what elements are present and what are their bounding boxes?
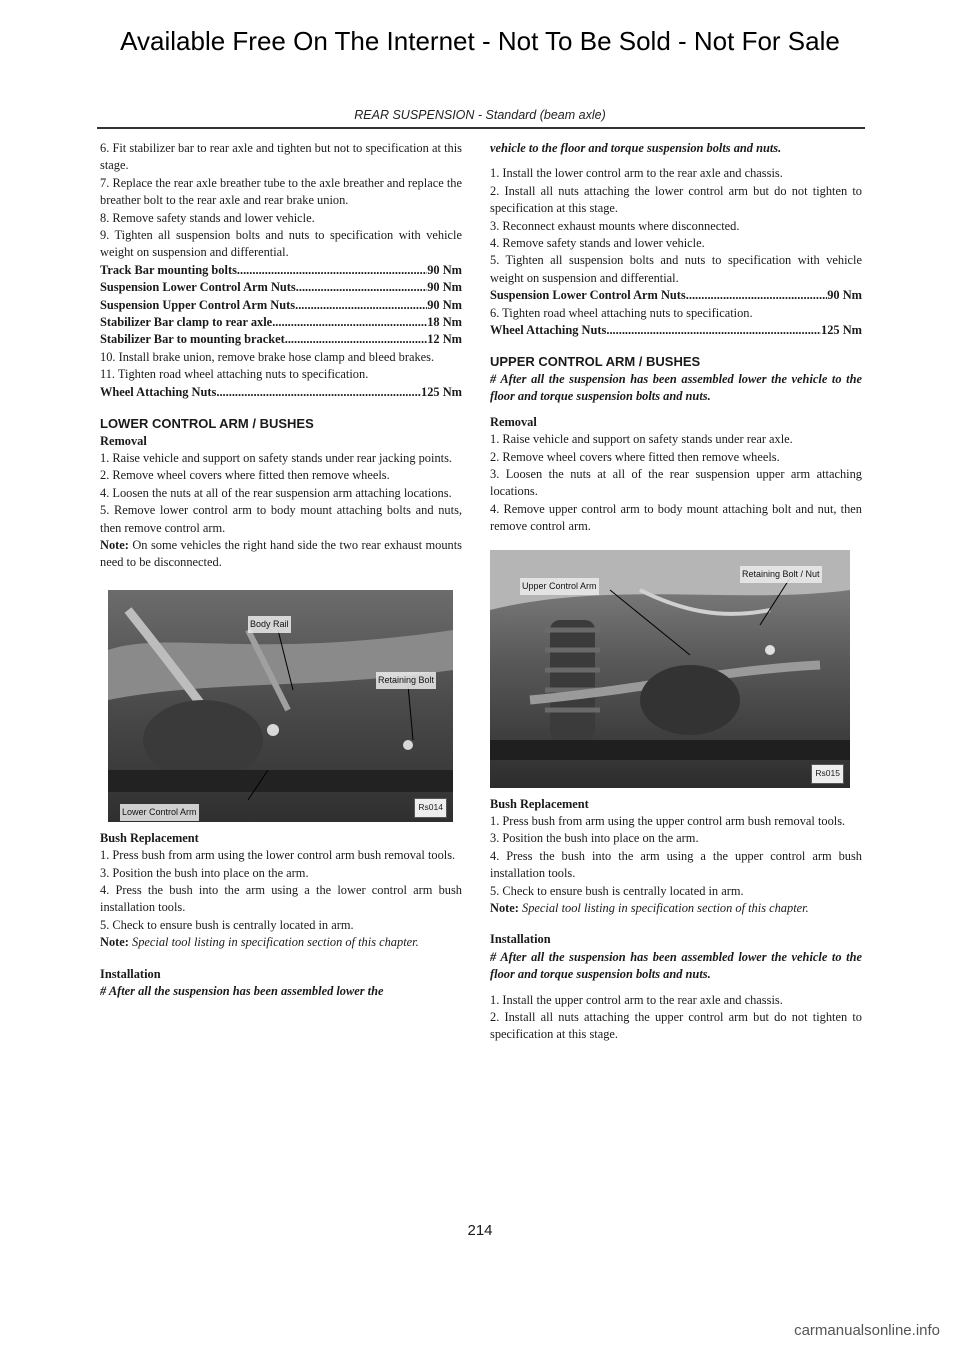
footer-watermark: carmanualsonline.info	[794, 1322, 940, 1339]
removal-step-3: 3. Loosen the nuts at all of the rear suspension upper arm attaching locations.	[490, 466, 862, 499]
removal-step-1: 1. Raise vehicle and support on safety stands under rear jacking points.	[100, 450, 453, 465]
removal-step-5: 5. Remove lower control arm to body mount attaching bolts and nuts, then remove control arm.	[100, 503, 462, 535]
right-column	[490, 140, 862, 1044]
spec-label: Stabilizer Bar clamp to rear axle	[100, 315, 273, 330]
install-step-6: 6. Tighten road wheel attaching nuts to specification.	[490, 305, 753, 320]
running-head: REAR SUSPENSION - Standard (beam axle)	[354, 108, 606, 122]
step-10: 10. Install brake union, remove brake hose clamp and bleed brakes.	[100, 349, 435, 364]
spec-value: 90 Nm	[427, 297, 462, 312]
removal-heading: Removal	[100, 433, 147, 448]
removal-step-4: 4. Loosen the nuts at all of the rear suspension arm attaching locations.	[100, 485, 452, 500]
final-step-1: 1. Install the upper control arm to the rear axle and chassis.	[490, 992, 783, 1007]
removal-heading: Removal	[490, 414, 537, 429]
spec-value: 18 Nm	[427, 315, 462, 330]
bush-step-3: 3. Position the bush into place on the arm.	[100, 865, 309, 880]
spec-label: Wheel Attaching Nuts	[490, 323, 607, 338]
spec-row	[490, 287, 862, 304]
spec-row	[100, 331, 462, 348]
step-7: 7. Replace the rear axle breather tube to the axle breather and replace the breather bolt to the rear axle and rear brake union.	[100, 175, 462, 208]
figure-lower-control-arm	[108, 590, 453, 822]
section-heading: UPPER CONTROL ARM / BUSHES	[490, 354, 701, 370]
bush-replacement-heading: Bush Replacement	[490, 796, 589, 811]
spec-value: 90 Nm	[427, 280, 462, 295]
label-retaining-bolt: Retaining Bolt	[376, 672, 436, 689]
spec-label: Suspension Lower Control Arm Nuts	[100, 280, 296, 295]
figure-ref: Rs015	[811, 764, 844, 783]
removal-step-2: 2. Remove wheel covers where fitted then remove wheels.	[490, 449, 780, 464]
section-note: # After all the suspension has been assembled lower the vehicle to the floor and torque suspension bolts and nuts.	[490, 371, 862, 404]
section-heading: LOWER CONTROL ARM / BUSHES	[100, 416, 314, 432]
spec-row	[100, 297, 462, 314]
label-lower-control-arm: Lower Control Arm	[120, 804, 199, 821]
spec-label: Suspension Upper Control Arm Nuts	[100, 297, 296, 312]
spec-label: Stabilizer Bar to mounting bracket	[100, 332, 285, 347]
bush-step-1: 1. Press bush from arm using the upper control arm bush removal tools.	[490, 813, 846, 828]
note-label: Note:	[100, 537, 129, 552]
removal-step-1: 1. Raise vehicle and support on safety stands under rear axle.	[490, 432, 793, 447]
label-upper-control-arm: Upper Control Arm	[520, 578, 599, 595]
step-8: 8. Remove safety stands and lower vehicle.	[100, 210, 315, 225]
step-11: 11. Tighten road wheel attaching nuts to specification.	[100, 367, 369, 382]
page-number: 214	[467, 1222, 493, 1239]
bush-step-4: 4. Press the bush into the arm using a the upper control arm bush installation tools.	[490, 848, 862, 881]
spec-value: 12 Nm	[427, 332, 462, 347]
spec-row	[100, 262, 462, 279]
figure-upper-control-arm	[490, 550, 850, 788]
installation-note: # After all the suspension has been assembled lower the	[100, 984, 384, 998]
left-column	[100, 140, 462, 1000]
spec-value: 90 Nm	[827, 288, 862, 303]
note-label: Note:	[490, 900, 519, 915]
spec-row	[100, 279, 462, 296]
spec-value: 125 Nm	[421, 384, 462, 399]
spec-label: Suspension Lower Control Arm Nuts	[490, 288, 686, 303]
bush-step-3: 3. Position the bush into place on the arm.	[490, 831, 699, 846]
install-step-1: 1. Install the lower control arm to the rear axle and chassis.	[490, 166, 783, 181]
step-9: 9. Tighten all suspension bolts and nuts to specification with vehicle weight on suspension and differential.	[100, 228, 462, 260]
figure-ref: Rs014	[414, 798, 447, 817]
install-step-2: 2. Install all nuts attaching the lower control arm but do not tighten to specification at this stage.	[490, 183, 862, 216]
note-text: On some vehicles the right hand side the two rear exhaust mounts need to be disconnected.	[100, 537, 462, 570]
label-retaining-bolt-nut: Retaining Bolt / Nut	[740, 566, 822, 583]
install-step-3: 3. Reconnect exhaust mounts where disconnected.	[490, 218, 740, 233]
spec-value: 125 Nm	[821, 323, 862, 338]
bush-note	[490, 900, 862, 917]
installation-note: # After all the suspension has been assembled lower the vehicle to the floor and torque suspension bolts and nuts.	[490, 949, 862, 982]
installation-note-cont: vehicle to the floor and torque suspension bolts and nuts.	[490, 141, 782, 155]
removal-step-2: 2. Remove wheel covers where fitted then remove wheels.	[100, 468, 390, 483]
note	[100, 537, 462, 572]
step-6: 6. Fit stabilizer bar to rear axle and tighten but not to specification at this stage.	[100, 141, 462, 173]
banner: Available Free On The Internet - Not To Be Sold - Not For Sale	[120, 26, 840, 56]
bush-step-4: 4. Press the bush into the arm using a the lower control arm bush installation tools.	[100, 882, 462, 915]
installation-heading: Installation	[490, 932, 551, 947]
spec-label: Track Bar mounting bolts	[100, 262, 237, 277]
install-step-4: 4. Remove safety stands and lower vehicle.	[490, 236, 705, 251]
spec-label: Wheel Attaching Nuts	[100, 384, 217, 399]
note-text: Special tool listing in specification section of this chapter.	[132, 935, 419, 950]
spec-value: 90 Nm	[427, 262, 462, 277]
install-step-5: 5. Tighten all suspension bolts and nuts to specification with vehicle weight on suspension and differential.	[490, 253, 862, 285]
bush-step-5: 5. Check to ensure bush is centrally located in arm.	[490, 883, 744, 898]
bush-step-5: 5. Check to ensure bush is centrally located in arm.	[100, 917, 354, 932]
note-text: Special tool listing in specification section of this chapter.	[522, 900, 809, 915]
spec-row	[490, 322, 862, 339]
spec-row	[100, 384, 462, 401]
bush-note	[100, 934, 462, 951]
label-body-rail: Body Rail	[248, 616, 291, 633]
spec-row	[100, 314, 462, 331]
final-step-2: 2. Install all nuts attaching the upper control arm but do not tighten to specification at this stage.	[490, 1010, 862, 1042]
note-label: Note:	[100, 935, 129, 950]
bush-replacement-heading: Bush Replacement	[100, 830, 199, 845]
removal-step-4: 4. Remove upper control arm to body mount attaching bolt and nut, then remove control arm.	[490, 501, 862, 534]
installation-heading: Installation	[100, 966, 161, 981]
bush-step-1: 1. Press bush from arm using the lower control arm bush removal tools.	[100, 848, 456, 863]
header-rule	[97, 127, 865, 129]
